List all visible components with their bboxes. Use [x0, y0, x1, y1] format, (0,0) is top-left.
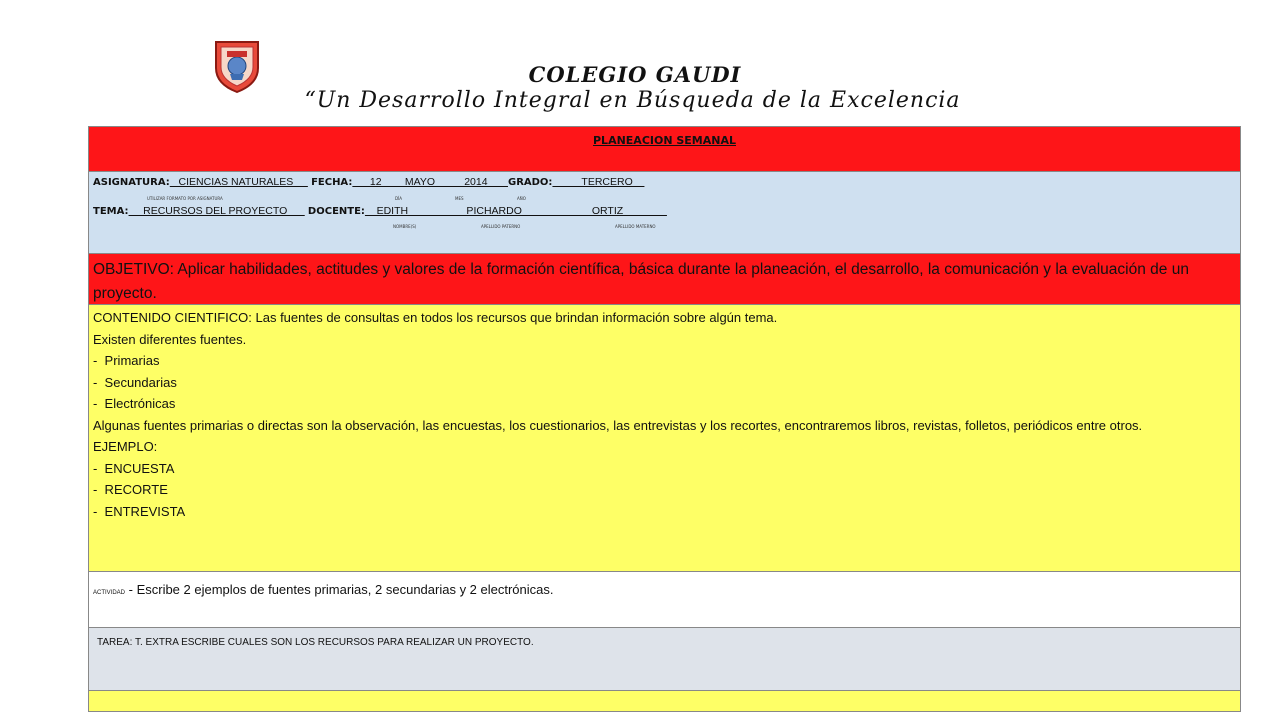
- weekly-plan-table: [88, 126, 1241, 712]
- tiny-mes: MES: [455, 196, 464, 201]
- docente-label: DOCENTE:: [307, 206, 365, 217]
- plan-info-row: [89, 172, 1240, 254]
- objective-row: [89, 254, 1240, 305]
- activity-text: - Escribe 2 ejemplos de fuentes primarias, 2 secundarias y 2 electrónicas.: [125, 582, 554, 597]
- content-line: CONTENIDO CIENTIFICO: Las fuentes de consultas en todos los recursos que brindan información sobre algún tema.: [93, 310, 778, 325]
- tiny-asignatura: UTILIZAR FORMATO POR ASIGNATURA: [147, 196, 223, 201]
- content-line: - ENTREVISTA: [93, 503, 186, 519]
- info-line-topic: [93, 205, 667, 217]
- content-row: [89, 305, 1240, 572]
- plan-title: PLANEACION SEMANAL: [593, 134, 736, 147]
- content-line: Existen diferentes fuentes.: [93, 331, 247, 347]
- activity-label: ACTIVIDAD: [93, 590, 126, 596]
- school-name: COLEGIO GAUDI: [528, 62, 742, 87]
- fecha-value: 12 MAYO 2014: [352, 176, 508, 188]
- tiny-ano: AÑO: [517, 196, 526, 201]
- plan-title-row: [89, 127, 1240, 172]
- tema-label: TEMA:: [93, 206, 129, 217]
- school-motto: “Un Desarrollo Integral en Búsqueda de la Excelencia: [304, 88, 961, 113]
- content-line: - Electrónicas: [93, 396, 176, 411]
- asignatura-value: CIENCIAS NATURALES: [169, 176, 308, 188]
- tema-value: RECURSOS DEL PROYECTO: [128, 205, 305, 217]
- grado-value: TERCERO: [552, 176, 645, 188]
- homework-text: TAREA: T. EXTRA ESCRIBE CUALES SON LOS RECURSOS PARA REALIZAR UN PROYECTO.: [97, 637, 534, 648]
- content-line: - RECORTE: [93, 482, 168, 497]
- tiny-materno: APELLIDO MATERNO: [615, 224, 656, 229]
- grado-label: GRADO:: [507, 177, 553, 188]
- content-line: Algunas fuentes primarias o directas son la observación, las encuestas, los cuestionarios, las entrevistas y los recortes, encontraremos libros, revistas, folletos, periódicos entre otros.: [93, 417, 1143, 433]
- content-line: EJEMPLO:: [93, 439, 158, 454]
- empty-row: [89, 691, 1240, 712]
- tiny-dia: DÍA: [395, 196, 402, 201]
- info-line-subject: [93, 176, 644, 188]
- fecha-label: FECHA:: [311, 177, 353, 188]
- asignatura-label: ASIGNATURA:: [93, 177, 170, 188]
- content-line: - Secundarias: [93, 374, 177, 390]
- content-line: - ENCUESTA: [93, 460, 175, 476]
- docente-value: EDITH PICHARDO ORTIZ: [364, 205, 667, 217]
- activity-row: [89, 572, 1240, 628]
- content-line: - Primarias: [93, 353, 160, 368]
- objective-text: OBJETIVO: Aplicar habilidades, actitudes y valores de la formación científica, básica durante la planeación, el desarrollo, la comunicación y la evaluación de un proyecto.: [93, 261, 1189, 302]
- tiny-paterno: APELLIDO PATERNO: [481, 224, 521, 229]
- homework-row: [89, 628, 1240, 691]
- tiny-nombre: NOMBRE(S): [393, 224, 417, 229]
